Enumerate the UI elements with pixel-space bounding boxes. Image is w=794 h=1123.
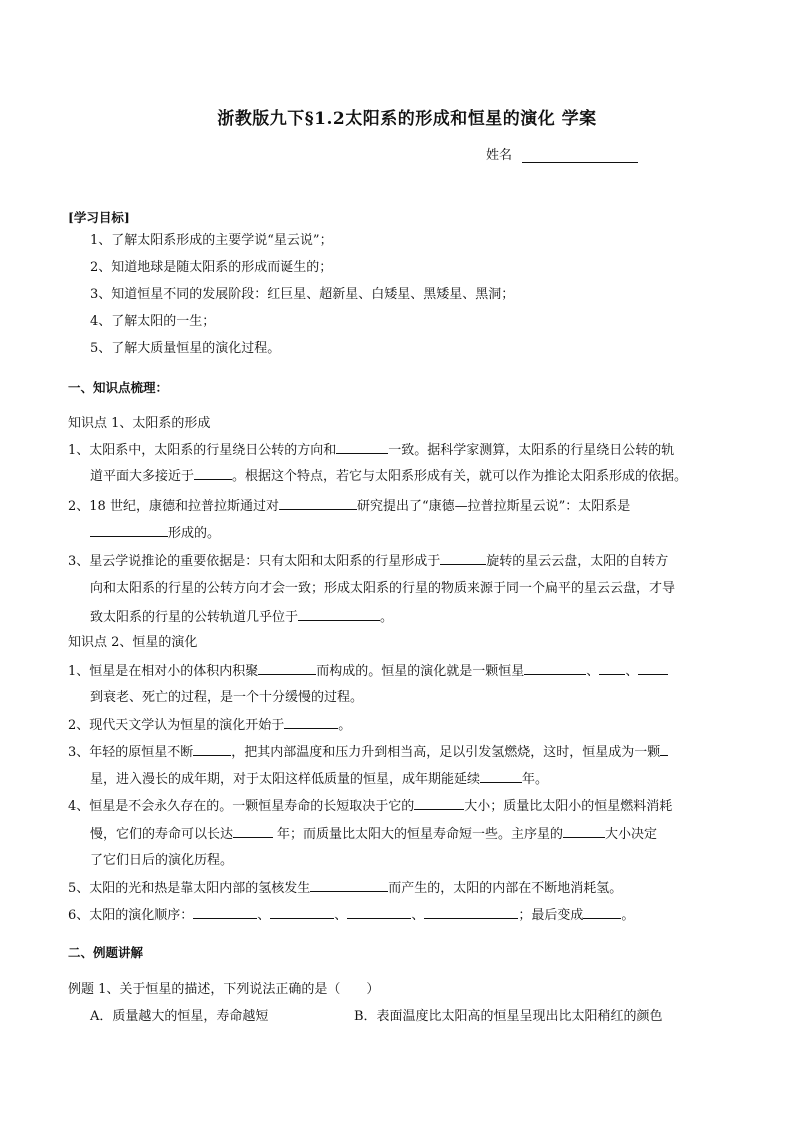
objective-item: 2、知道地球是随太阳系的形成而诞生的； [90,260,333,275]
k1-paragraph-2-line-1: 2、18 世纪，康德和拉普拉斯通过对 研究提出了“康德—拉普拉斯星云说”：太阳系是 [68,499,631,514]
answer-blank[interactable] [583,906,621,919]
knowledge-point-2-title: 知识点 2、恒星的演化 [68,635,198,650]
answer-blank[interactable] [284,716,338,729]
example-1-option-b: B．表面温度比太阳高的恒星呈现出比太阳稍红的颜色 [354,1009,663,1024]
k1-paragraph-1-line-2: 道平面大多接近于 。根据这个特点，若它与太阳系形成有关，就可以作为推论太阳系形成的依据。 [90,469,688,484]
k1-paragraph-1-line-1: 1、太阳系中，太阳系的行星绕日公转的方向和 一致。据科学家测算，太阳系的行星绕日公转的轨 [68,443,675,458]
k2-paragraph-4-line-1: 4、恒星是不会永久存在的。一颗恒星寿命的长短取决于它的 大小；质量比太阳小的恒星燃料消耗 [68,799,673,814]
k2-paragraph-3-line-1: 3、年轻的原恒星不断 ，把其内部温度和压力升到相当高，足以引发氢燃烧，这时，恒星成为一颗 [68,743,668,762]
answer-blank[interactable] [480,770,522,783]
page-title: 浙教版九下§1.2太阳系的形成和恒星的演化 学案 [217,109,597,129]
knowledge-point-1-title: 知识点 1、太阳系的形成 [68,416,211,431]
answer-blank[interactable] [194,467,232,480]
answer-blank[interactable] [336,441,388,454]
answer-blank[interactable] [310,879,388,892]
k1-paragraph-3-line-3: 致太阳系的行星的公转轨道几乎位于 。 [90,610,394,625]
answer-blank[interactable] [599,662,625,675]
k1-paragraph-3-line-2: 向和太阳系的行星的公转方向才会一致；形成太阳系的行星的物质来源于同一个扁平的星云云盘，才导 [90,581,676,596]
answer-blank[interactable] [347,906,411,919]
answer-blank[interactable] [258,662,316,675]
answer-blank[interactable] [440,552,486,565]
k2-paragraph-3-line-2: 星，进入漫长的成年期，对于太阳这样低质量的恒星，成年期能延续 年。 [90,772,549,787]
k1-paragraph-2-line-2: 形成的。 [90,524,220,543]
section1-heading: 一、知识点梳理： [68,380,169,395]
objective-item: 1、了解太阳系形成的主要学说“星云说”； [90,233,333,248]
k2-paragraph-1-line-2: 到衰老、死亡的过程，是一个十分缓慢的过程。 [90,690,364,705]
name-label: 姓名 [486,148,513,163]
k2-paragraph-5: 5、太阳的光和热是靠太阳内部的氢核发生 而产生的，太阳的内部在不断地消耗氢。 [68,881,623,896]
answer-blank[interactable] [414,797,464,810]
name-blank[interactable] [522,150,638,163]
answer-blank[interactable] [193,906,257,919]
name-field[interactable] [486,144,638,163]
example-1-question: 例题 1、关于恒星的描述，下列说法正确的是（ ） [68,982,380,997]
answer-blank[interactable] [563,825,605,838]
answer-blank[interactable] [660,743,668,756]
k1-paragraph-3-line-1: 3、星云学说推论的重要依据是：只有太阳和太阳系的行星形成于 旋转的星云云盘，太阳的自转方 [68,554,669,569]
example-1-option-a: A．质量越大的恒星，寿命越短 [90,1009,269,1024]
answer-blank[interactable] [270,906,334,919]
answer-blank[interactable] [279,497,357,510]
objectives-heading: [学习目标] [68,210,130,225]
k2-paragraph-6: 6、太阳的演化顺序： 、 、 、 ；最后变成 。 [68,908,635,923]
answer-blank[interactable] [233,825,273,838]
k2-paragraph-4-line-3: 了它们日后的演化历程。 [90,853,234,868]
objective-item: 4、了解太阳的一生； [90,314,216,329]
k2-paragraph-4-line-2: 慢，它们的寿命可以长达 年；而质量比太阳大的恒星寿命短一些。主序星的 大小决定 [90,827,658,842]
answer-blank[interactable] [298,608,380,621]
k2-paragraph-1-line-1: 1、恒星是在相对小的体积内积聚 而构成的。恒星的演化就是一颗恒星 、 、 [68,662,668,681]
k2-paragraph-2: 2、现代天文学认为恒星的演化开始于 。 [68,718,352,733]
objective-item: 5、了解大质量恒星的演化过程。 [90,341,281,356]
answer-blank[interactable] [638,662,668,675]
answer-blank[interactable] [193,743,231,756]
answer-blank[interactable] [524,662,586,675]
answer-blank[interactable] [90,524,168,537]
section2-heading: 二、例题讲解 [68,945,144,960]
objective-item: 3、知道恒星不同的发展阶段：红巨星、超新星、白矮星、黑矮星、黑洞； [90,287,515,302]
answer-blank[interactable] [424,906,518,919]
